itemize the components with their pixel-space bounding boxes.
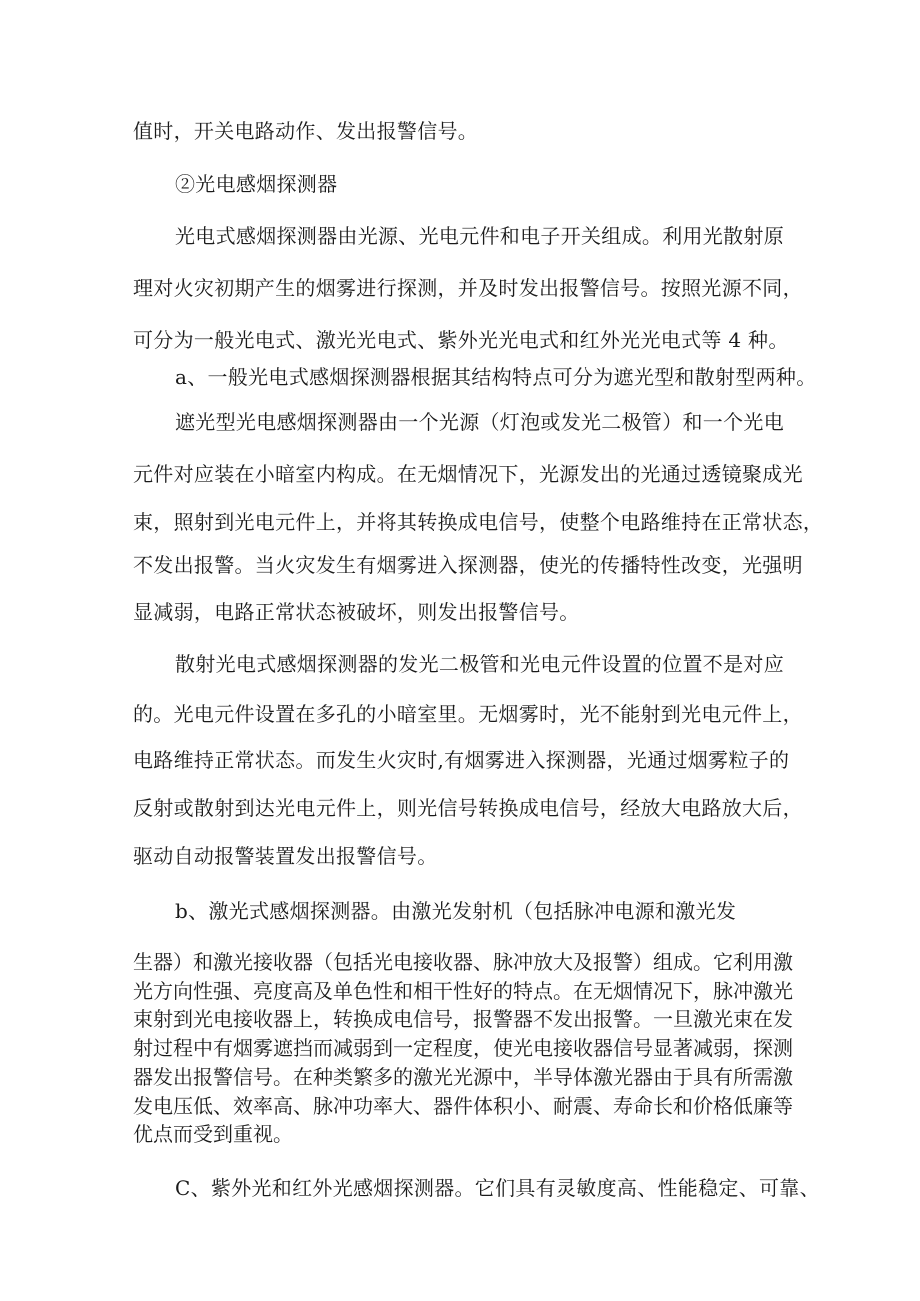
text-line: 发电压低、效率高、脉冲功率大、器件体积小、耐震、寿命长和价格低廉等 — [133, 1094, 793, 1118]
text-line: b、激光式感烟探测器。由激光发射机（包括脉冲电源和激光发 — [175, 899, 737, 923]
text-line: 光方向性强、亮度高及单色性和相干性好的特点。在无烟情况下，脉冲激光 — [133, 979, 793, 1003]
text-line: 不发出报警。当火灾发生有烟雾进入探测器，使光的传播特性改变，光强明 — [133, 553, 803, 577]
section-heading: ②光电感烟探测器 — [175, 172, 338, 196]
text-line: 值时，开关电路动作、发出报警信号。 — [133, 119, 479, 143]
text-line: 可分为一般光电式、激光光电式、紫外光光电式和红外光光电式等 4 种。 — [133, 328, 789, 352]
text-line: 遮光型光电感烟探测器由一个光源（灯泡或发光二极管）和一个光电 — [175, 410, 784, 434]
text-line: 的。光电元件设置在多孔的小暗室里。无烟雾时，光不能射到光电元件上， — [133, 702, 803, 726]
text-line: C、紫外光和红外光感烟探测器。它们具有灵敏度高、性能稳定、可靠、 — [175, 1176, 820, 1200]
text-line: 优点而受到重视。 — [133, 1122, 293, 1146]
text-line: 生器）和激光接收器（包括光电接收器、脉冲放大及报警）组成。它利用激 — [133, 950, 793, 974]
text-line: a、一般光电式感烟探测器根据其结构特点可分为遮光型和散射型两种。 — [175, 365, 817, 389]
text-line: 束射到光电接收器上，转换成电信号，报警器不发出报警。一旦激光束在发 — [133, 1007, 793, 1031]
text-line: 理对火灾初期产生的烟雾进行探测，并及时发出报警信号。按照光源不同， — [133, 276, 803, 300]
text-line: 显减弱，电路正常状态被破坏，则发出报警信号。 — [133, 600, 580, 624]
text-line: 光电式感烟探测器由光源、光电元件和电子开关组成。利用光散射原 — [175, 224, 784, 248]
text-line: 器发出报警信号。在种类繁多的激光光源中，半导体激光器由于具有所需激 — [133, 1065, 793, 1089]
text-line: 元件对应装在小暗室内构成。在无烟情况下，光源发出的光通过透镜聚成光 — [133, 462, 803, 486]
text-line: 射过程中有烟雾遮挡而减弱到一定程度，使光电接收器信号显著减弱，探测 — [133, 1036, 793, 1060]
text-line: 反射或散射到达光电元件上，则光信号转换成电信号，经放大电路放大后， — [133, 796, 803, 820]
text-line: 电路维持正常状态。而发生火灾时,有烟雾进入探测器，光通过烟雾粒子的 — [133, 748, 790, 772]
text-line: 驱动自动报警装置发出报警信号。 — [133, 844, 438, 868]
text-line: 束，照射到光电元件上，并将其转换成电信号，使整个电路维持在正常状态， — [133, 510, 824, 534]
text-line: 散射光电式感烟探测器的发光二极管和光电元件设置的位置不是对应 — [175, 652, 784, 676]
